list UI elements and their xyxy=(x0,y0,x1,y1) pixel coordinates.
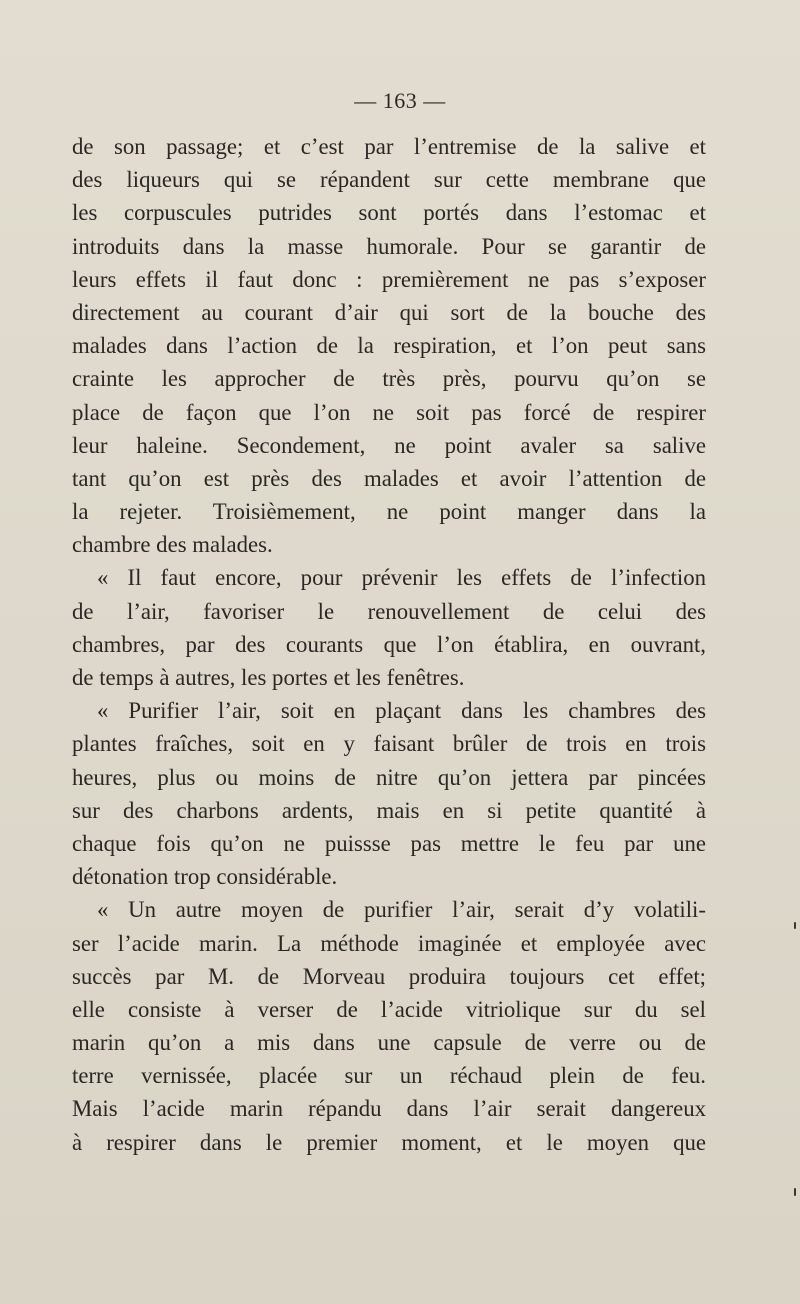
text-line: ser l’acide marin. La méthode imaginée et employée avec xyxy=(72,930,706,956)
text-line: plantes fraîches, soit en y faisant brûler de trois en trois xyxy=(72,731,706,757)
text-line: chambres, par des courants que l’on établira, en ouvrant, xyxy=(72,631,706,657)
text-line: la rejeter. Troisièmement, ne point manger dans la xyxy=(72,499,706,525)
text-line: à respirer dans le premier moment, et le moyen que xyxy=(72,1129,706,1155)
text-line: elle consiste à verser de l’acide vitriolique sur du sel xyxy=(72,996,706,1022)
text-line: malades dans l’action de la respiration, et l’on peut sans xyxy=(72,333,706,359)
text-line: place de façon que l’on ne soit pas forcé de respirer xyxy=(72,399,706,425)
text-line: « Il faut encore, pour prévenir les effets de l’infection xyxy=(97,565,706,591)
text-line: Mais l’acide marin répandu dans l’air serait dangereux xyxy=(72,1096,706,1122)
text-line: introduits dans la masse humorale. Pour se garantir de xyxy=(72,233,706,259)
text-line: crainte les approcher de très près, pourvu qu’on se xyxy=(72,366,706,392)
text-line: marin qu’on a mis dans une capsule de verre ou de xyxy=(72,1030,706,1056)
text-line: de temps à autres, les portes et les fenêtres. xyxy=(72,665,465,690)
text-line: chaque fois qu’on ne puissse pas mettre le feu par une xyxy=(72,830,706,856)
scan-speck xyxy=(794,1188,796,1196)
text-line: des liqueurs qui se répandent sur cette membrane que xyxy=(72,167,706,193)
text-line: les corpuscules putrides sont portés dans l’estomac et xyxy=(72,200,706,226)
text-line: de l’air, favoriser le renouvellement de celui des xyxy=(72,598,706,624)
body-text xyxy=(72,130,706,1159)
text-line: tant qu’on est près des malades et avoir l’attention de xyxy=(72,465,706,491)
text-line: « Un autre moyen de purifier l’air, serait d’y volatili- xyxy=(97,897,706,923)
text-line: succès par M. de Morveau produira toujours cet effet; xyxy=(72,963,706,989)
text-line: de son passage; et c’est par l’entremise de la salive et xyxy=(72,134,706,159)
text-line: leurs effets il faut donc : premièrement ne pas s’exposer xyxy=(72,266,706,292)
text-line: détonation trop considérable. xyxy=(72,864,338,890)
text-line: terre vernissée, placée sur un réchaud plein de feu. xyxy=(72,1063,706,1089)
text-line: directement au courant d’air qui sort de la bouche des xyxy=(72,299,706,325)
scan-speck xyxy=(794,922,796,929)
text-line: leur haleine. Secondement, ne point avaler sa salive xyxy=(72,432,706,458)
text-line: heures, plus ou moins de nitre qu’on jettera par pincées xyxy=(72,764,706,790)
text-line: « Purifier l’air, soit en plaçant dans les chambres des xyxy=(97,698,706,724)
text-line: sur des charbons ardents, mais en si petite quantité à xyxy=(72,797,706,823)
page-number: — 163 — xyxy=(354,88,446,113)
text-line: chambre des malades. xyxy=(72,532,273,558)
